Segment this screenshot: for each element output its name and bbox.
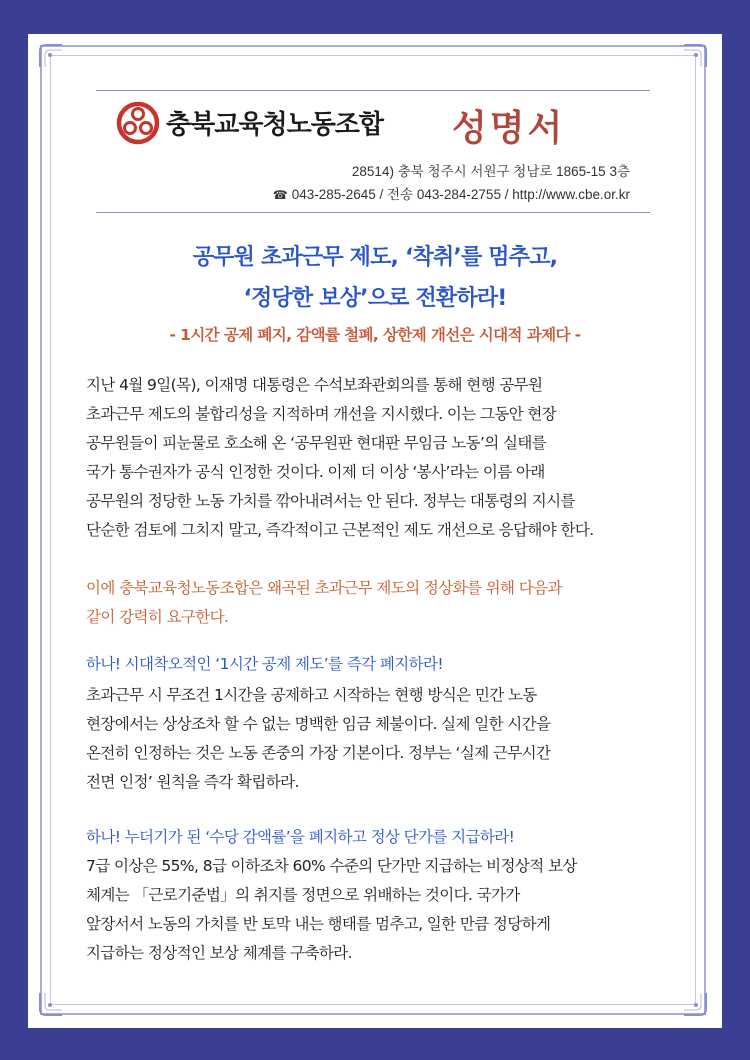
paragraph-line: 현장에서는 상상조차 할 수 없는 명백한 임금 체불이다. 실제 일한 시간을 [86, 715, 551, 733]
paragraph-line: 7급 이상은 55%, 8급 이하조차 60% 수준의 단가만 지급하는 비정상적 보상 [86, 857, 577, 875]
intro-paragraph [86, 371, 676, 545]
paragraph-line: 체계는 「근로기준법」의 취지를 정면으로 위배하는 것이다. 국가가 [86, 886, 520, 904]
header-top-rule [96, 90, 650, 91]
contact-text: 043-285-2645 / 전송 043-284-2755 / http://www.cbe.or.kr [291, 187, 630, 202]
paragraph-line: 초과근무 시 무조건 1시간을 공제하고 시작하는 현행 방식은 민간 노동 [86, 686, 537, 704]
paragraph-line: 같이 강력히 요구한다. [86, 608, 229, 626]
paragraph-line: 이에 충북교육청노동조합은 왜곡된 초과근무 제도의 정상화를 위해 다음과 [86, 579, 562, 597]
paragraph-line: 공무원의 정당한 노동 가치를 깎아내려서는 안 된다. 정부는 대통령의 지시를 [86, 492, 575, 510]
paragraph-line: 전면 인정’ 원칙을 즉각 확립하라. [86, 773, 299, 791]
paragraph-line: 초과근무 제도의 불합리성을 지적하며 개선을 지시했다. 이는 그동안 현장 [86, 405, 557, 423]
address-line: 28514) 충북 청주시 서원구 청남로 1865-15 3층 [351, 164, 630, 179]
paragraph-line: 공무원들이 피눈물로 호소해 온 ‘공무원판 현대판 무임금 노동’의 실태를 [86, 434, 547, 452]
demand-body-2 [86, 852, 676, 968]
corner-ornament-icon [682, 43, 708, 69]
corner-ornament-icon [682, 991, 708, 1017]
demand-intro-paragraph [86, 574, 676, 632]
corner-ornament-icon [38, 43, 64, 69]
paragraph-line: 지난 4월 9일(목), 이재명 대통령은 수석보좌관회의를 통해 현행 공무원 [86, 376, 543, 394]
paragraph-line: 앞장서서 노동의 가치를 반 토막 내는 행태를 멈추고, 일한 만큼 정당하게 [86, 915, 551, 933]
union-logo-icon [116, 101, 160, 145]
paragraph-line: 온전히 인정하는 것은 노동 존중의 가장 기본이다. 정부는 ‘실제 근무시간 [86, 744, 551, 762]
document-type: 성명서 [452, 107, 566, 149]
corner-ornament-icon [38, 991, 64, 1017]
header-bottom-rule [96, 212, 650, 213]
title-line-1: 공무원 초과근무 제도, ‘착취’를 멈추고, [192, 245, 558, 270]
phone-icon: ☎ [272, 188, 288, 202]
demand-heading-1: 하나! 시대착오적인 ‘1시간 공제 제도’를 즉각 폐지하라! [86, 655, 443, 673]
title-line-2: ‘정당한 보상’으로 전환하라! [243, 286, 507, 311]
paragraph-line: 지급하는 정상적인 보상 체계를 구축하라. [86, 944, 352, 962]
demand-heading-2: 하나! 누더기가 된 ‘수당 감액률’을 폐지하고 정상 단가를 지급하라! [86, 828, 515, 846]
demand-body-1 [86, 681, 676, 797]
organization-name: 충북교육청노동조합 [166, 110, 384, 140]
subtitle: - 1시간 공제 폐지, 감액률 철폐, 상한제 개선은 시대적 과제다 - [169, 326, 581, 344]
contact-line [273, 183, 630, 203]
paragraph-line: 국가 통수권자가 공식 인정한 것이다. 이제 더 이상 ‘봉사’라는 이름 아래 [86, 463, 545, 481]
paragraph-line: 단순한 검토에 그치지 말고, 즉각적이고 근본적인 제도 개선으로 응답해야 한다. [86, 521, 594, 539]
